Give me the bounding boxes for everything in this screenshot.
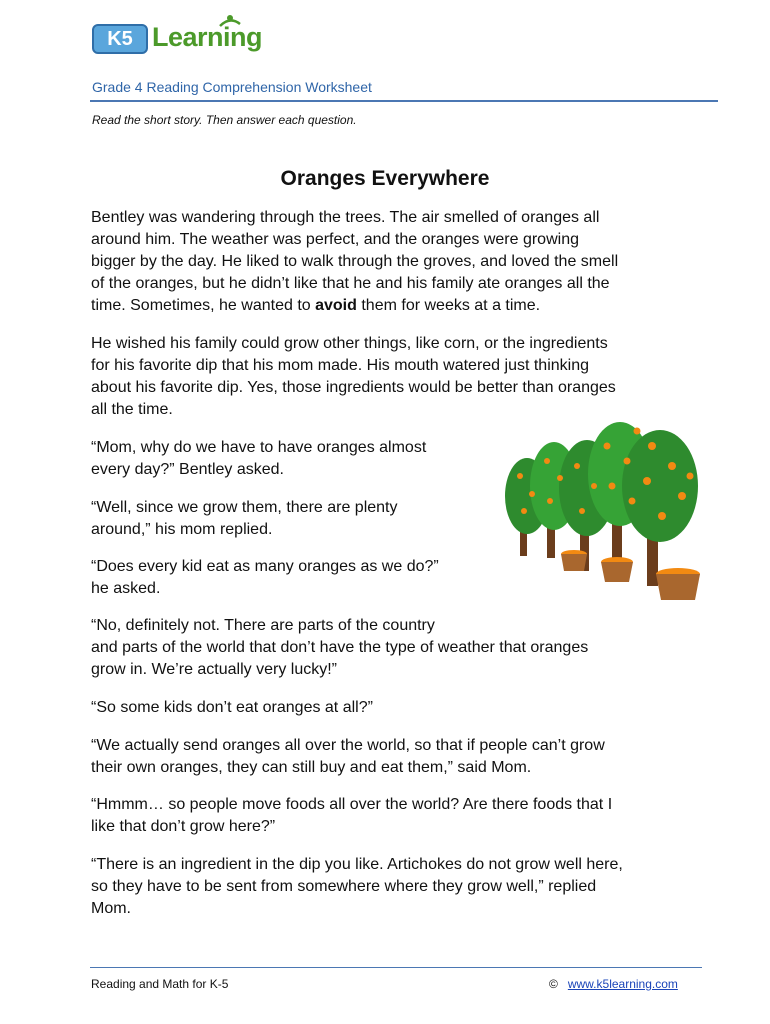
footer-divider xyxy=(90,967,702,968)
text-line: he asked. xyxy=(91,580,161,597)
paragraph-4 xyxy=(91,497,398,541)
instructions: Read the short story. Then answer each question. xyxy=(92,113,357,127)
footer-tagline: Reading and Math for K-5 xyxy=(91,977,229,991)
text-line: of the oranges, but he didn’t like that he and his family ate oranges all the xyxy=(91,275,610,292)
footer-link-area xyxy=(549,977,678,991)
text-line: and parts of the world that don’t have the type of weather that oranges xyxy=(91,639,589,656)
text-line: so they have to be sent from somewhere where they grow well,” replied xyxy=(91,878,597,895)
orange-trees-illustration xyxy=(502,416,702,612)
paragraph-6 xyxy=(91,615,588,681)
logo-wordmark: Learning xyxy=(152,22,263,52)
text-line: for his favorite dip that his mom made. His mouth watered just thinking xyxy=(91,357,589,374)
text-line: Mom. xyxy=(91,900,131,917)
text-line: “Mom, why do we have to have oranges almost xyxy=(91,439,427,456)
text-line: “Does every kid eat as many oranges as we do?” xyxy=(91,558,439,575)
k5learning-link[interactable]: www.k5learning.com xyxy=(567,977,678,991)
worksheet-title: Grade 4 Reading Comprehension Worksheet xyxy=(92,79,372,95)
text-line: like that don’t grow here?” xyxy=(91,818,276,835)
text-line: “Well, since we grow them, there are plenty xyxy=(91,499,398,516)
text-line: “No, definitely not. There are parts of the country xyxy=(91,617,435,634)
text-line: “There is an ingredient in the dip you like. Artichokes do not grow well here, xyxy=(91,856,623,873)
paragraph-7 xyxy=(91,697,373,719)
paragraph-9 xyxy=(91,794,612,838)
paragraph-8 xyxy=(91,735,605,779)
text-line: about his favorite dip. Yes, those ingredients would be better than oranges xyxy=(91,379,616,396)
text-line: bigger by the day. He liked to walk through the groves, and loved the smell xyxy=(91,253,619,270)
text-line xyxy=(91,295,618,317)
paragraph-3 xyxy=(91,437,426,481)
text-run: them for weeks at a time. xyxy=(356,297,541,314)
text-line: “We actually send oranges all over the world, so that if people can’t grow xyxy=(91,737,605,754)
text-line: “So some kids don’t eat oranges at all?” xyxy=(91,699,373,716)
header-divider xyxy=(90,100,718,102)
text-line: their own oranges, they can still buy and eat them,” said Mom. xyxy=(91,759,532,776)
logo-k5-badge: K5 xyxy=(92,24,148,54)
paragraph-10 xyxy=(91,854,623,920)
copyright-symbol: © xyxy=(549,977,558,991)
text-line: every day?” Bentley asked. xyxy=(91,461,284,478)
text-line: around,” his mom replied. xyxy=(91,521,273,538)
text-line: He wished his family could grow other things, like corn, or the ingredients xyxy=(91,335,608,352)
text-run: time. Sometimes, he wanted to xyxy=(91,297,316,314)
text-line: grow in. We’re actually very lucky!” xyxy=(91,661,337,678)
vocabulary-word: avoid xyxy=(315,297,357,314)
paragraph-2 xyxy=(91,333,616,421)
paragraph-1 xyxy=(91,207,618,317)
story-title: Oranges Everywhere xyxy=(280,167,490,190)
k5-learning-logo xyxy=(92,14,262,58)
text-line: Bentley was wandering through the trees. The air smelled of oranges all xyxy=(91,209,600,226)
text-line: all the time. xyxy=(91,401,173,418)
text-line: around him. The weather was perfect, and the oranges were growing xyxy=(91,231,579,248)
paragraph-5 xyxy=(91,556,439,600)
logo-figure-icon xyxy=(212,14,242,34)
text-line: “Hmmm… so people move foods all over the world? Are there foods that I xyxy=(91,796,613,813)
